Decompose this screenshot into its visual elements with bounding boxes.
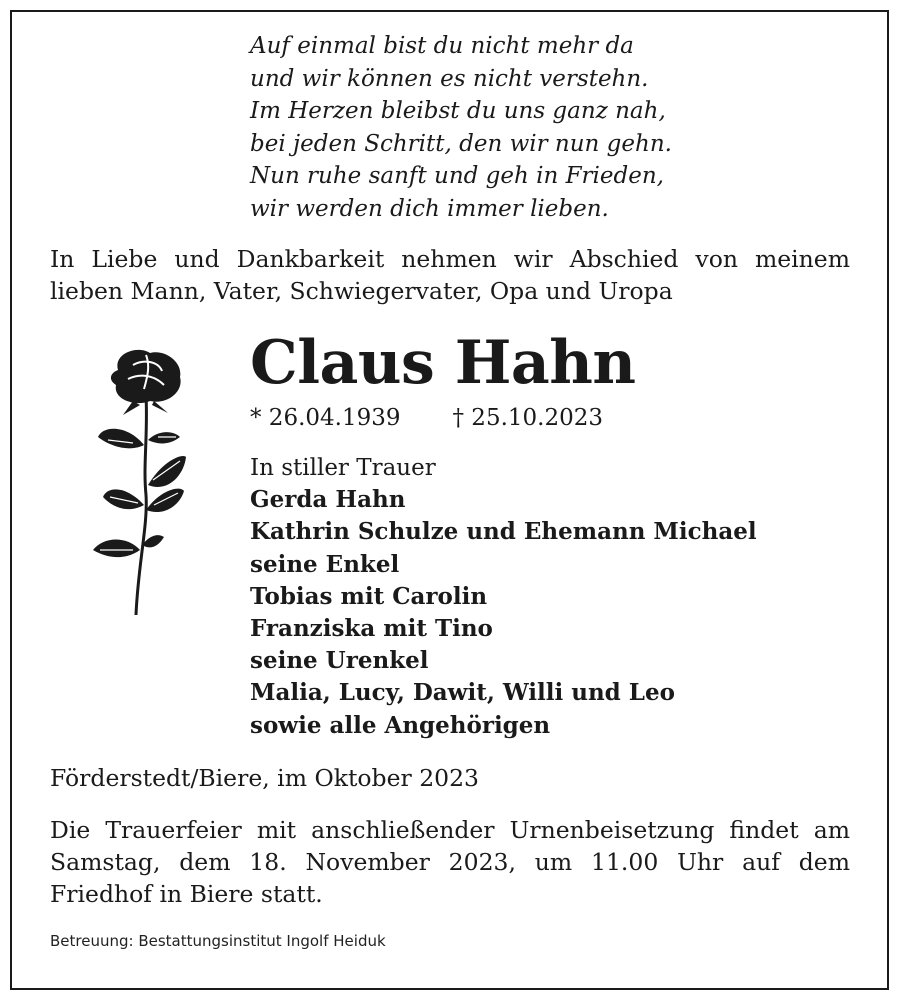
deceased-name: Claus Hahn (250, 328, 636, 398)
mourner-line: Tobias mit Carolin (250, 582, 488, 610)
mourner-line: seine Enkel (250, 550, 400, 578)
mourners-list (250, 452, 757, 742)
mourner-line: Malia, Lucy, Dawit, Willi und Leo (250, 679, 675, 707)
poem-line: und wir können es nicht verstehn. (250, 65, 649, 92)
poem-line: Auf einmal bist du nicht mehr da (250, 33, 634, 59)
mourner-line: Gerda Hahn (250, 486, 406, 514)
mourner-line: sowie alle Angehörigen (250, 711, 551, 739)
funeral-home-credit: Betreuung: Bestattungsinstitut Ingolf Heiduk (50, 932, 386, 950)
intro-text: In Liebe und Dankbarkeit nehmen wir Abschied von meinem lieben Mann, Vater, Schwiegervater, Opa und Uropa (50, 245, 850, 305)
place-date: Förderstedt/Biere, im Oktober 2023 (50, 764, 480, 792)
poem-line: bei jeden Schritt, den wir nun gehn. (250, 130, 672, 157)
rose-icon (88, 345, 198, 620)
poem-line: Im Herzen bleibst du uns ganz nah, (250, 98, 666, 124)
mourner-line: seine Urenkel (250, 647, 429, 675)
poem-line: wir werden dich immer lieben. (250, 195, 609, 222)
life-dates (250, 402, 603, 434)
mourner-line: Franziska mit Tino (250, 615, 493, 643)
death-date: † 25.10.2023 (452, 405, 603, 431)
mourner-line: Kathrin Schulze und Ehemann Michael (250, 518, 757, 546)
poem-line: Nun ruhe sanft und geh in Frieden, (250, 163, 664, 189)
poem (250, 30, 672, 225)
mourners-heading: In stiller Trauer (250, 455, 436, 481)
funeral-notice: Die Trauerfeier mit anschließender Urnenbeisetzung findet am Samstag, dem 18. November 2023, um 11.00 Uhr auf dem Friedhof in Biere statt. (50, 816, 850, 908)
birth-date: * 26.04.1939 (250, 405, 401, 431)
